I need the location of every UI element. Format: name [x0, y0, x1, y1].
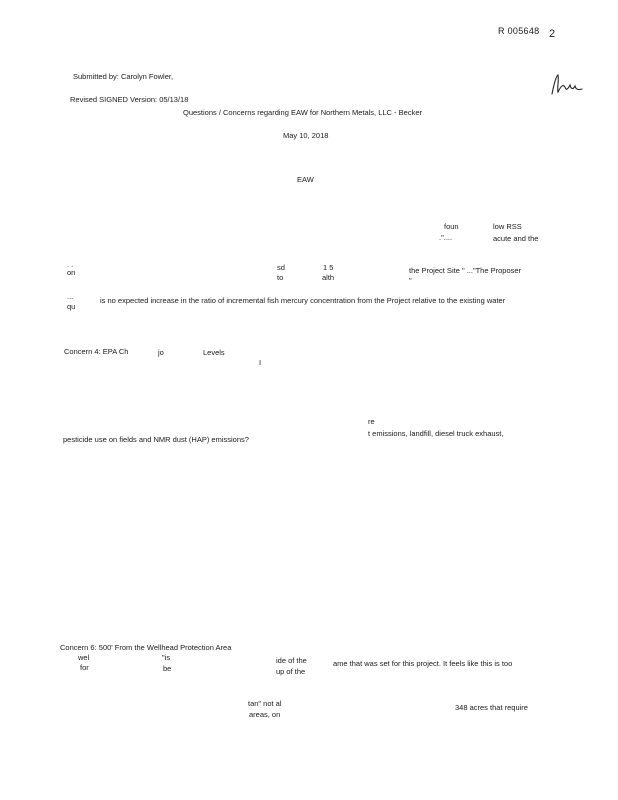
- fragment-re: re: [368, 417, 375, 426]
- section-heading-eaw: EAW: [297, 175, 314, 184]
- concern-4-heading: Concern 4: EPA Ch: [64, 347, 129, 356]
- fragment-ide-of-the: ide of the: [276, 656, 307, 665]
- fragment-qu: qu: [67, 302, 76, 311]
- fragment-areas-on: areas, on: [249, 710, 281, 719]
- fragment-small-mark: ": [409, 276, 412, 285]
- fragment-alth: alth: [322, 273, 335, 282]
- document-title: Questions / Concerns regarding EAW for Northern Metals, LLC - Becker: [183, 108, 422, 117]
- fragment-up-of-the: up of the: [276, 667, 306, 676]
- fragment-be: be: [163, 664, 172, 673]
- fragment-on: on: [67, 268, 76, 277]
- fragment-sd: sd: [277, 263, 285, 272]
- fragment-dots: ."....: [439, 233, 453, 242]
- fragment-jo: jo: [158, 348, 164, 357]
- document-date: May 10, 2018: [283, 131, 329, 140]
- handwritten-initials-icon: [548, 72, 588, 98]
- emissions-line: t emissions, landfill, diesel truck exhaust,: [368, 429, 504, 438]
- fragment-is: "is: [162, 653, 171, 662]
- pesticide-line: pesticide use on fields and NMR dust (HAP) emissions?: [63, 435, 249, 444]
- fish-mercury-line: is no expected increase in the ratio of incremental fish mercury concentration from the Project relative to the existing water: [100, 296, 506, 305]
- fragment-dots-qu: ...: [67, 292, 74, 301]
- fragment-wel: wel: [78, 653, 90, 662]
- fragment-acres: 348 acres that require: [455, 703, 528, 712]
- fragment-levels: Levels: [203, 348, 225, 357]
- page-number: 2: [549, 28, 556, 40]
- fragment-tant-not: tan" not al: [248, 699, 282, 708]
- same-that-line: ame that was set for this project. It feels like this is too: [333, 659, 513, 668]
- fragment-one-five: 1 5: [323, 263, 334, 272]
- fragment-foun: foun: [444, 222, 459, 231]
- concern-6-heading: Concern 6: 500' From the Wellhead Protection Area: [60, 643, 232, 652]
- fragment-dots-left: . .: [67, 260, 74, 269]
- fragment-to: to: [277, 273, 284, 282]
- fragment-for: for: [80, 663, 89, 672]
- fragment-acute: acute and the: [493, 234, 539, 243]
- revised-version: Revised SIGNED Version: 05/13/18: [70, 95, 189, 104]
- fragment-tick: I: [259, 358, 262, 367]
- fragment-low-rss: low RSS: [493, 222, 522, 231]
- submitted-by: Submitted by: Carolyn Fowler,: [73, 72, 174, 81]
- bates-number: R 005648: [498, 26, 540, 36]
- fragment-project-site: the Project Site " ..."The Proposer: [409, 266, 522, 275]
